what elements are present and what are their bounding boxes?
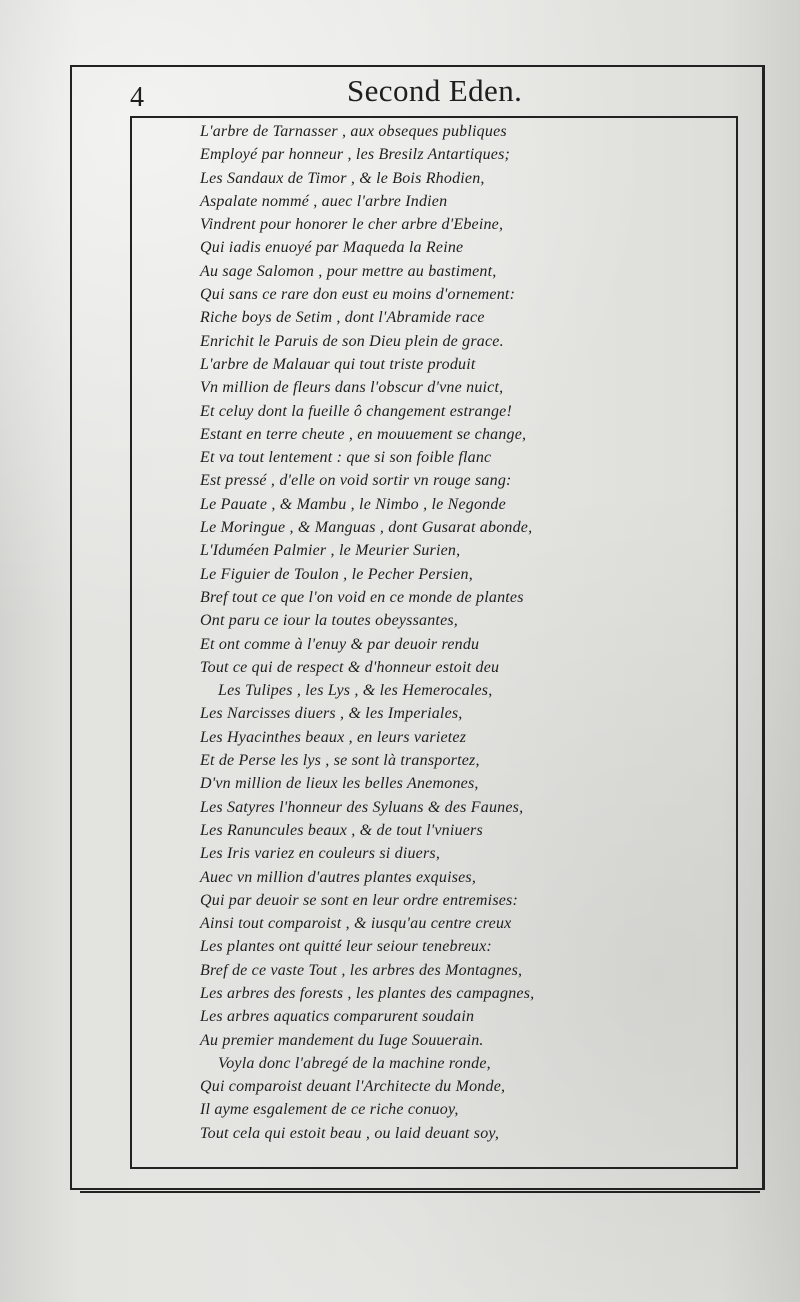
poem-line: Le Moringue , & Manguas , dont Gusarat abonde, xyxy=(200,519,533,537)
poem-line: Les plantes ont quitté leur seiour tenebreux: xyxy=(200,938,492,956)
poem-line: D'vn million de lieux les belles Anemones, xyxy=(200,775,479,793)
poem-line: Qui sans ce rare don eust eu moins d'ornement: xyxy=(200,286,516,304)
poem-line: L'arbre de Malauar qui tout triste produit xyxy=(200,355,476,373)
poem-line: Et ont comme à l'enuy & par deuoir rendu xyxy=(200,635,480,653)
poem-line: Il ayme esgalement de ce riche conuoy, xyxy=(200,1101,459,1119)
poem-line: Est pressé , d'elle on void sortir vn rouge sang: xyxy=(200,472,512,490)
poem-line: Estant en terre cheute , en mouuement se change, xyxy=(200,425,527,443)
poem-line: Les arbres aquatics comparurent soudain xyxy=(200,1008,475,1026)
poem-line: Ont paru ce iour la toutes obeyssantes, xyxy=(200,612,458,630)
poem-line: Les Iris variez en couleurs si diuers, xyxy=(200,845,441,863)
poem-line: Auec vn million d'autres plantes exquises, xyxy=(200,868,477,886)
poem-line: Voyla donc l'abregé de la machine ronde, xyxy=(218,1054,491,1072)
poem-line: Et va tout lentement : que si son foible flanc xyxy=(200,449,492,467)
poem-line: Les Sandaux de Timor , & le Bois Rhodien, xyxy=(200,169,485,187)
poem-text xyxy=(200,120,735,1145)
poem-line: Aspalate nommé , auec l'arbre Indien xyxy=(200,192,448,210)
page-number: 4 xyxy=(130,82,144,113)
poem-line: Bref tout ce que l'on void en ce monde de plantes xyxy=(200,588,524,606)
poem-line: Au premier mandement du Iuge Souuerain. xyxy=(200,1031,484,1049)
poem-line: Bref de ce vaste Tout , les arbres des Montagnes, xyxy=(200,961,523,979)
poem-line: Vn million de fleurs dans l'obscur d'vne nuict, xyxy=(200,379,504,397)
poem-line: Les Hyacinthes beaux , en leurs varietez xyxy=(200,728,467,746)
poem-line: Les arbres des forests , les plantes des campagnes, xyxy=(200,984,535,1002)
poem-line: Au sage Salomon , pour mettre au bastiment, xyxy=(200,262,497,280)
poem-line: Enrichit le Paruis de son Dieu plein de grace. xyxy=(200,332,504,350)
bottom-rule xyxy=(80,1191,760,1193)
poem-line: Riche boys de Setim , dont l'Abramide race xyxy=(200,309,485,327)
poem-line: Tout ce qui de respect & d'honneur estoit deu xyxy=(200,658,500,676)
running-head: Second Eden. xyxy=(347,73,523,108)
poem-line: Tout cela qui estoit beau , ou laid deuant soy, xyxy=(200,1124,500,1142)
poem-line: Les Tulipes , les Lys , & les Hemerocales, xyxy=(218,682,493,700)
poem-line: Le Pauate , & Mambu , le Nimbo , le Negonde xyxy=(200,495,506,513)
poem-line: Employé par honneur , les Bresilz Antartiques; xyxy=(200,146,511,164)
poem-line: Et de Perse les lys , se sont là transportez, xyxy=(200,752,480,770)
poem-line: L'Iduméen Palmier , le Meurier Surien, xyxy=(200,542,461,560)
poem-line: Ainsi tout comparoist , & iusqu'au centre creux xyxy=(200,915,512,933)
poem-line: Les Narcisses diuers , & les Imperiales, xyxy=(200,705,463,723)
poem-line: Les Ranuncules beaux , & de tout l'vniuers xyxy=(200,821,483,839)
poem-line: Qui par deuoir se sont en leur ordre entremises: xyxy=(200,891,519,909)
poem-line: Qui comparoist deuant l'Architecte du Monde, xyxy=(200,1078,506,1096)
poem-line: L'arbre de Tarnasser , aux obseques publiques xyxy=(200,123,507,140)
poem-line: Et celuy dont la fueille ô changement estrange! xyxy=(200,402,512,420)
poem-line: Le Figuier de Toulon , le Pecher Persien, xyxy=(200,565,473,583)
poem-line: Vindrent pour honorer le cher arbre d'Ebeine, xyxy=(200,216,504,234)
poem-line: Les Satyres l'honneur des Syluans & des Faunes, xyxy=(200,798,524,816)
poem-line: Qui iadis enuoyé par Maqueda la Reine xyxy=(200,239,464,257)
